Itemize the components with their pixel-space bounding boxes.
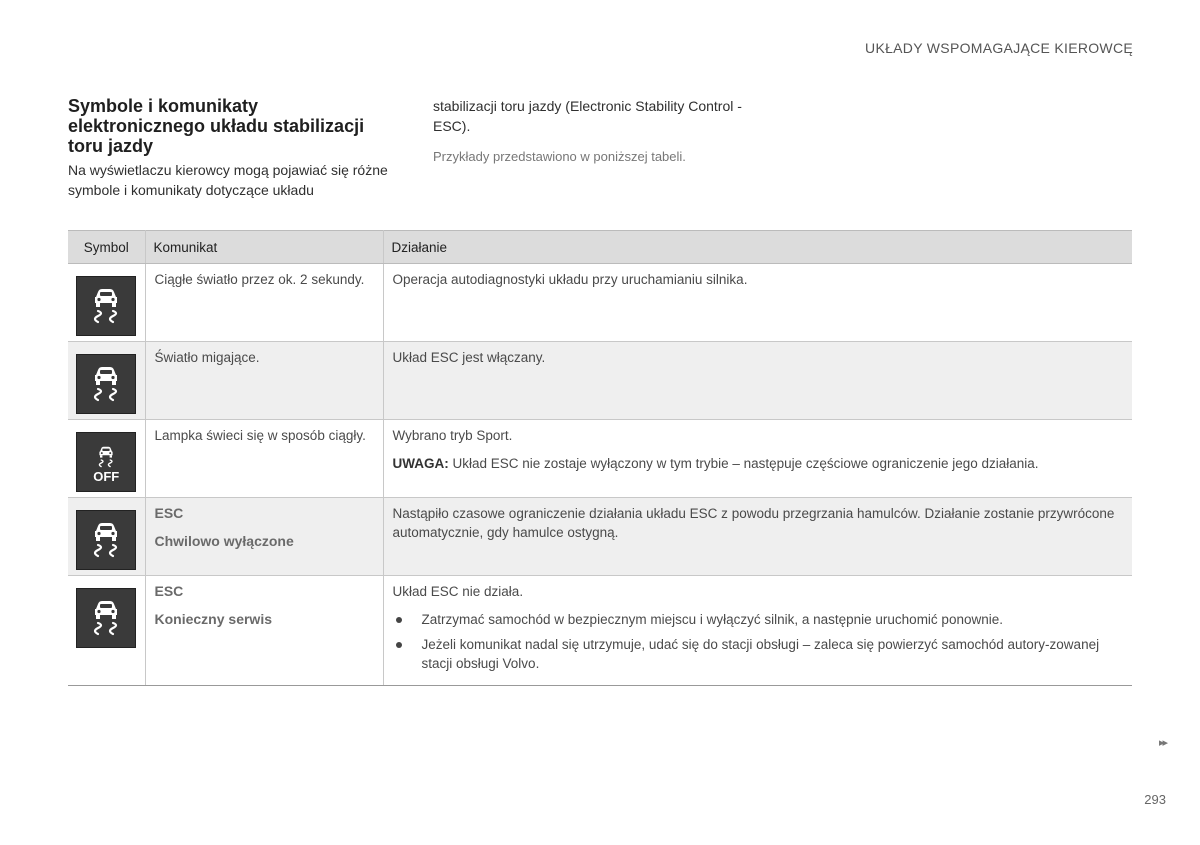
- esc-symbols-table: [68, 230, 1132, 686]
- message-cell: Lampka świeci się w sposób ciągły.: [145, 420, 383, 498]
- esc-skid-icon: [76, 588, 136, 648]
- intro-left-column: [68, 96, 398, 200]
- list-item: Zatrzymać samochód w bezpiecznym miejscu i wyłączyć silnik, a następnie uruchomić ponownie.: [393, 610, 1124, 629]
- continue-indicator-icon: ▸▸: [1158, 737, 1166, 749]
- symbol-cell: [68, 498, 145, 576]
- message-cell: Ciągłe światło przez ok. 2 sekundy.: [145, 264, 383, 342]
- message-cell: [145, 498, 383, 576]
- note-text: Układ ESC nie zostaje wyłączony w tym trybie – następuje częściowe ograniczenie jego działania.: [448, 456, 1039, 471]
- header-action: Działanie: [383, 231, 1132, 264]
- action-cell: [383, 576, 1132, 686]
- message-title: ESC: [154, 583, 184, 599]
- action-cell: [383, 420, 1132, 498]
- table-row: [68, 342, 1132, 420]
- intro-text-right: stabilizacji toru jazdy (Electronic Stability Control - ESC).: [433, 98, 742, 134]
- symbol-cell: [68, 264, 145, 342]
- intro-text-left: Na wyświetlaczu kierowcy mogą pojawiać się różne symbole i komunikaty dotyczące układu: [68, 162, 388, 198]
- action-bullets: [393, 610, 1124, 673]
- esc-off-label: OFF: [93, 469, 120, 484]
- table-header-row: [68, 231, 1132, 264]
- esc-skid-icon: [76, 354, 136, 414]
- esc-off-icon: [76, 432, 136, 492]
- header-symbol: Symbol: [68, 231, 145, 264]
- message-cell: Światło migające.: [145, 342, 383, 420]
- message-title: ESC: [154, 505, 184, 521]
- action-cell: Nastąpiło czasowe ograniczenie działania układu ESC z powodu przegrzania hamulców. Działanie zostanie przywrócone automatycznie, gdy hamulce ostygną.: [383, 498, 1132, 576]
- examples-note: Przykłady przedstawiono w poniższej tabeli.: [433, 149, 686, 164]
- chapter-header: UKŁADY WSPOMAGAJĄCE KIEROWCĘ: [865, 40, 1133, 56]
- note-label: UWAGA:: [392, 456, 449, 471]
- action-text: Układ ESC nie działa.: [392, 584, 524, 599]
- intro-right-column: [433, 96, 773, 164]
- section-title: Symbole i komunikaty elektronicznego układu stabilizacji toru jazdy: [68, 96, 365, 156]
- symbol-cell: [68, 342, 145, 420]
- table-row: [68, 498, 1132, 576]
- note: [393, 454, 1124, 473]
- action-cell: Operacja autodiagnostyki układu przy uruchamianiu silnika.: [383, 264, 1132, 342]
- symbol-cell: [68, 420, 145, 498]
- list-item: Jeżeli komunikat nadal się utrzymuje, udać się do stacji obsługi – zaleca się powierzyć samochód autory-zowanej stacji obsługi Volvo.: [393, 635, 1124, 673]
- action-text: Wybrano tryb Sport.: [392, 428, 513, 443]
- message-subtitle: Chwilowo wyłączone: [154, 533, 294, 549]
- message-cell: [145, 576, 383, 686]
- esc-skid-icon: [76, 276, 136, 336]
- symbol-cell: [68, 576, 145, 686]
- esc-skid-icon: [76, 510, 136, 570]
- message-subtitle: Konieczny serwis: [154, 611, 272, 627]
- table-row: [68, 420, 1132, 498]
- table-row: [68, 264, 1132, 342]
- page-number: 293: [1144, 792, 1166, 807]
- table-row: [68, 576, 1132, 686]
- header-message: Komunikat: [145, 231, 383, 264]
- action-cell: Układ ESC jest włączany.: [383, 342, 1132, 420]
